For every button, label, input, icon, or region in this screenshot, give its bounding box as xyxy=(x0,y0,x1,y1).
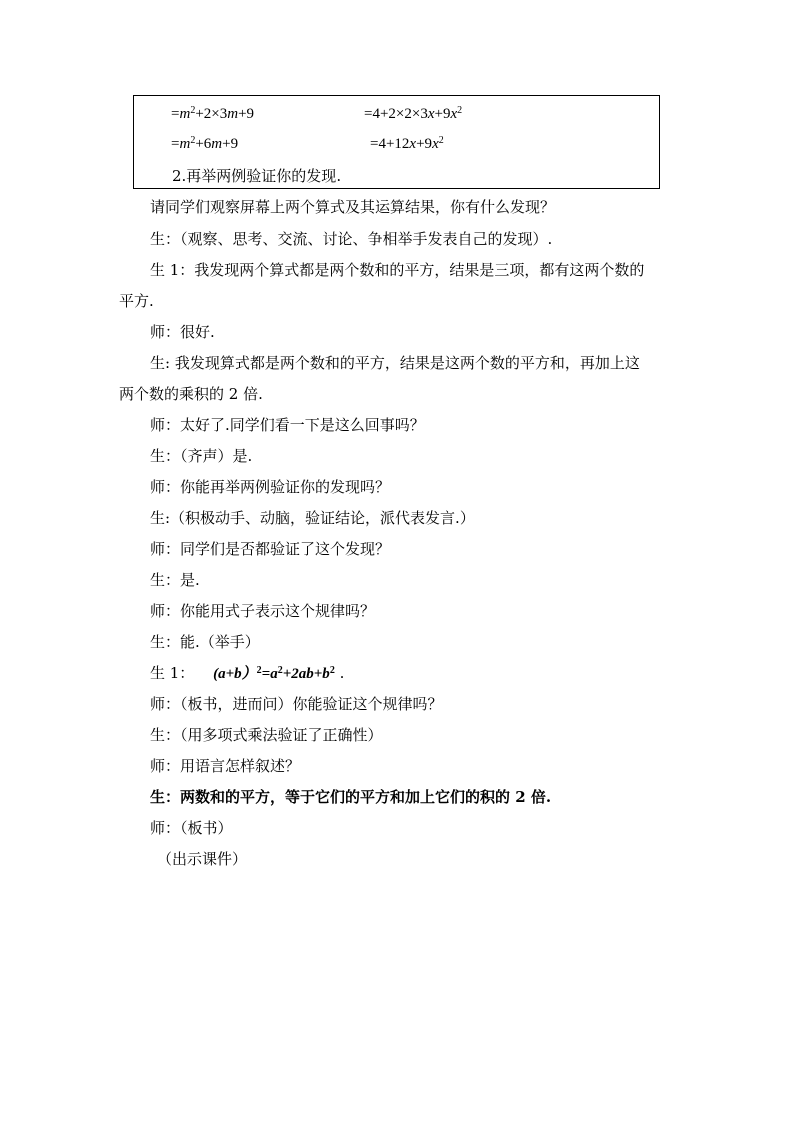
paragraph-line: 平方. xyxy=(119,292,154,310)
paragraph-line: 生：能.（举手） xyxy=(150,633,260,651)
square-of-sum-formula: $(a+b)^2=a^2+2ab+b^2$ xyxy=(213,665,335,682)
paragraph-line: 生：（用多项式乘法验证了正确性） xyxy=(150,726,383,744)
paragraph-line: 生 1：我发现两个算式都是两个数和的平方，结果是三项，都有这两个数的 xyxy=(150,261,645,279)
paragraph-line: 生：是. xyxy=(150,571,200,589)
box-note: 2.再举两例验证你的发现. xyxy=(172,167,342,185)
box-right-eq-2: $=4+12x+9x^2$ xyxy=(370,135,444,152)
paragraph-line: 师：你能再举两例验证你的发现吗？ xyxy=(150,478,391,496)
paragraph-line: 师：太好了.同学们看一下是这么回事吗？ xyxy=(150,416,425,434)
paragraph-line: 生:（积极动手、动脑，验证结论，派代表发言.） xyxy=(150,509,475,527)
paragraph-line: （出示课件） xyxy=(157,850,248,868)
paragraph-line: 师：很好. xyxy=(150,323,215,341)
box-left-eq-1: $=m^2+2\times 3m+9$ xyxy=(171,105,255,122)
example-box xyxy=(133,95,660,189)
bold-conclusion-line: 生：两数和的平方，等于它们的平方和加上它们的积的 2 倍. xyxy=(150,788,552,806)
paragraph-line: 师：同学们是否都验证了这个发现？ xyxy=(150,540,391,558)
paragraph-line: 两个数的乘积的 2 倍. xyxy=(119,385,263,403)
paragraph-line: 生：（观察、思考、交流、讨论、争相举手发表自己的发现）. xyxy=(150,230,553,248)
paragraph-line: 生：（齐声）是. xyxy=(150,447,253,465)
paragraph-line: 请同学们观察屏幕上两个算式及其运算结果，你有什么发现？ xyxy=(150,198,556,216)
paragraph-line: 师：（板书，进而问）你能验证这个规律吗？ xyxy=(150,695,443,713)
paragraph-line: 师：你能用式子表示这个规律吗？ xyxy=(150,602,376,620)
paragraph-line: 师：用语言怎样叙述？ xyxy=(150,757,301,775)
formula-line: 生 1： $(a+b)^2=a^2+2ab+b^2$ . xyxy=(150,664,345,682)
paragraph-line: 师：（板书） xyxy=(150,819,233,837)
box-right-eq-1: $=4+2\times 2\times 3x+9x^2$ xyxy=(364,105,463,122)
paragraph-line: 生: 我发现算式都是两个数和的平方，结果是这两个数的平方和，再加上这 xyxy=(150,354,640,372)
box-left-eq-2: $=m^2+6m+9$ xyxy=(171,135,239,152)
